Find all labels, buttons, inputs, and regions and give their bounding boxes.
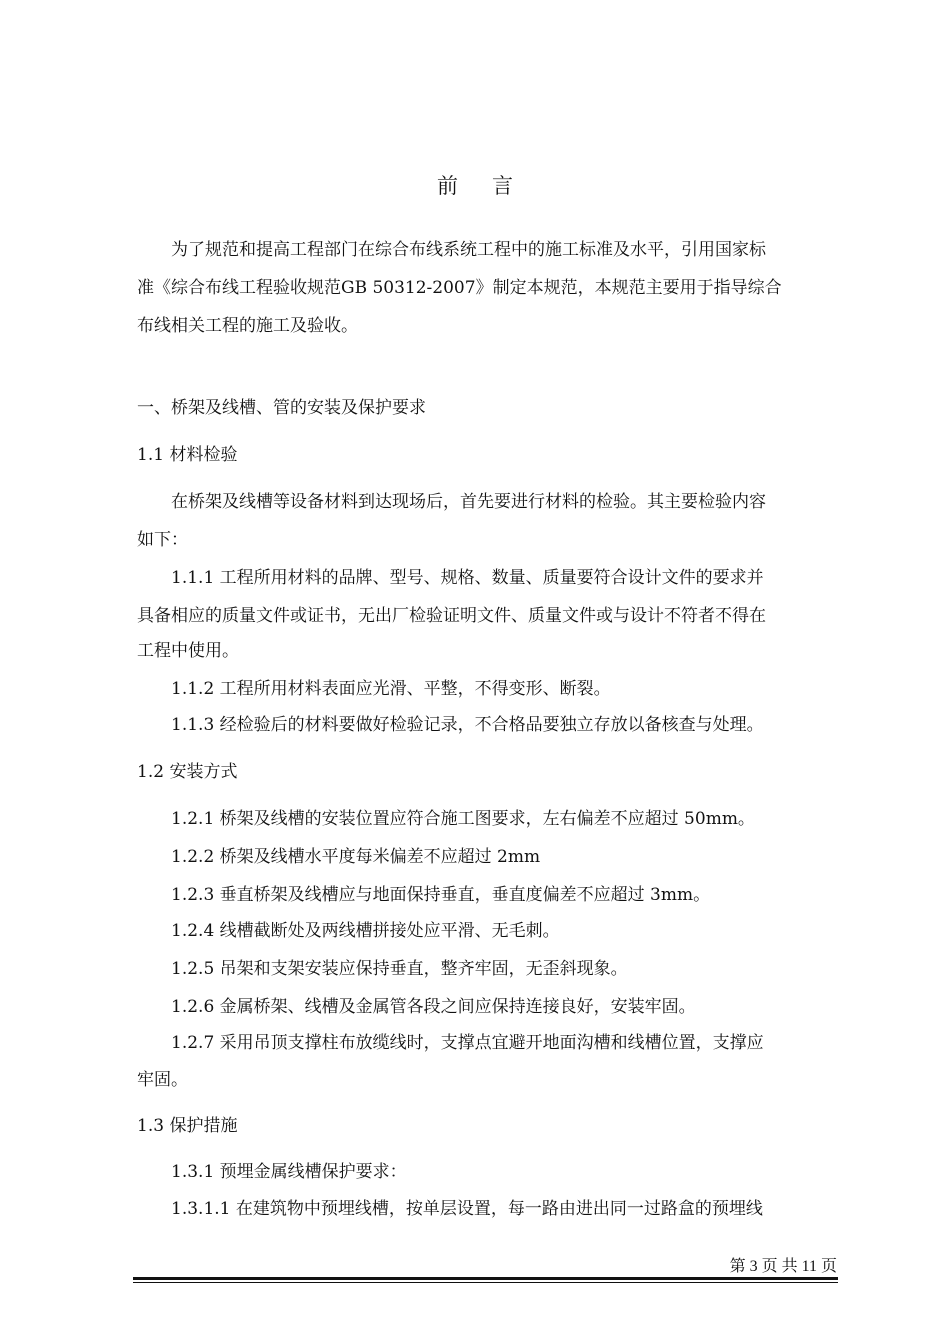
item-1-3-1: 1.3.1 预埋金属线槽保护要求：	[171, 1162, 407, 1182]
item-1-2-1: 1.2.1 桥架及线槽的安装位置应符合施工图要求，左右偏差不应超过 50mm。	[171, 809, 755, 829]
footer-rule-thin	[133, 1282, 838, 1283]
intro-line-2: 准《综合布线工程验收规范GB 50312-2007》制定本规范，本规范主要用于指导综合	[137, 278, 782, 298]
section-1-3-heading: 1.3 保护措施	[137, 1116, 238, 1136]
page-number: 第 3 页 共 11 页	[729, 1258, 837, 1275]
title-char-1: 前	[437, 174, 458, 198]
section-1-1-intro-line-1: 在桥架及线槽等设备材料到达现场后，首先要进行材料的检验。其主要检验内容	[171, 492, 766, 512]
intro-line-3: 布线相关工程的施工及验收。	[137, 316, 358, 336]
page-title	[0, 170, 950, 200]
section-1-heading: 一、桥架及线槽、管的安装及保护要求	[137, 398, 426, 418]
section-1-1-heading: 1.1 材料检验	[137, 445, 238, 465]
item-1-1-1-line-3: 工程中使用。	[137, 641, 239, 661]
item-1-1-2: 1.1.2 工程所用材料表面应光滑、平整，不得变形、断裂。	[171, 679, 611, 699]
footer-rule-thick	[133, 1277, 838, 1280]
item-1-2-6: 1.2.6 金属桥架、线槽及金属管各段之间应保持连接良好，安装牢固。	[171, 997, 696, 1017]
item-1-1-1-line-2: 具备相应的质量文件或证书，无出厂检验证明文件、质量文件或与设计不符者不得在	[137, 606, 766, 626]
item-1-2-2: 1.2.2 桥架及线槽水平度每米偏差不应超过 2mm	[171, 847, 541, 867]
item-1-3-1-1: 1.3.1.1 在建筑物中预埋线槽，按单层设置，每一路由进出同一过路盒的预埋线	[171, 1199, 763, 1219]
intro-line-1: 为了规范和提高工程部门在综合布线系统工程中的施工标准及水平，引用国家标	[171, 240, 766, 260]
section-1-2-heading: 1.2 安装方式	[137, 762, 238, 782]
item-1-1-1-line-1: 1.1.1 工程所用材料的品牌、型号、规格、数量、质量要符合设计文件的要求并	[171, 568, 764, 588]
section-1-1-intro-line-2: 如下：	[137, 530, 188, 550]
item-1-2-4: 1.2.4 线槽截断处及两线槽拼接处应平滑、无毛刺。	[171, 921, 560, 941]
item-1-2-3: 1.2.3 垂直桥架及线槽应与地面保持垂直，垂直度偏差不应超过 3mm。	[171, 885, 711, 905]
item-1-2-7-line-1: 1.2.7 采用吊顶支撑柱布放缆线时，支撑点宜避开地面沟槽和线槽位置，支撑应	[171, 1033, 764, 1053]
item-1-2-7-line-2: 牢固。	[137, 1070, 188, 1090]
title-char-2: 言	[492, 174, 513, 198]
item-1-1-3: 1.1.3 经检验后的材料要做好检验记录，不合格品要独立存放以备核查与处理。	[171, 715, 764, 735]
item-1-2-5: 1.2.5 吊架和支架安装应保持垂直，整齐牢固，无歪斜现象。	[171, 959, 628, 979]
